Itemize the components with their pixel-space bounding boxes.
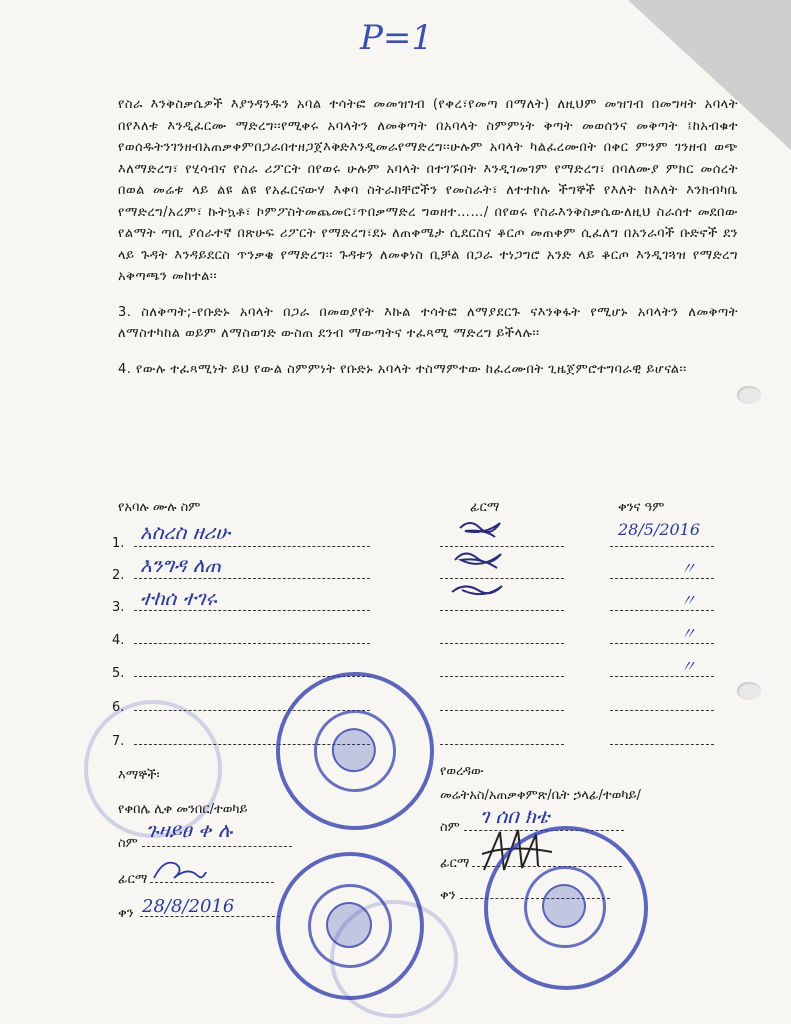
- signature-line: [440, 744, 564, 745]
- paragraph-activities: የስራ እንቅስቃሴዎች እያንዳንዱን አባል ተሳትፎ መመዝገብ (የቀረ፣የመጣ በማለት) ለዚህም መዝገብ በመግዛት አባላት በየእለቱ እንዲፈርሙ ማድረግ፡፡የሚቀሩ አባላትን ለመቅጣት በአባላት ስምምነት ቅጣት መወሰንና መቅጣት ፤ከአብቁተ የወሰዱትንገንዘብአጠቃቀምበጋራበተዘጋጀእቅድእንዲመራየማድረግ፡፡ሁሉም አባላት ካልፈረሙበት በቀር ምንም ገንዘብ ወጭ እለማድረግ፣ የሂሳብና የስራ ሪፖርት በየወሩ ሁሉም አባላት በተገኙበት እንዲገመገም የማድረግ፣ በባለሙያ ምክር መሰረት በወል መሬቱ ላይ ልዩ ልዩ የአፈርናውሃ እቀባ ስትራክቸሮችን የመስራት፣ ለተተከሉ ችግኞች የእለት ከእለት እንክብካቤ የማድረግ/አረም፣ ኩትኳቶ፣ ኮምፖስትመጨመር፣ጥበቃማድረ ግወዘተ……/ በየወሩ የስራእንቅስቃሴውለዚህ ስራሰተ መደበው የልማት ጣቢ ያሰራተኛ በጽሁፍ ሪፖርት የማድረግ፣ደኑ ለጠቀሜታ ሲደርስና ቆርጦ መጠቀም ሲፈለግ በአንራባች ቡድኖች ደን ላይ ጉዳት እንዳይደርስ ጥንቃቄ የማድረግ፡፡ ጉዳቱን ለመቀነስ ቢቻል በጋራ ተነጋግሮ አንድ ላይ ቆርጦ እንዲገጓዝ የማድረግ አቅጣጫን መከተል፡፡: [118, 97, 738, 284]
- col-header-signature: ፊርማ: [470, 500, 500, 515]
- row-number: 3.: [112, 600, 125, 615]
- kebele-name: ጉዛይፀ ቀ ሉ: [146, 818, 233, 842]
- sign-date: 〃: [680, 559, 697, 578]
- sign-date: 〃: [680, 624, 697, 643]
- date-label: ቀን: [118, 906, 134, 921]
- kebele-date: 28/8/2016: [142, 896, 235, 917]
- page-number: P=1: [360, 18, 433, 58]
- witnesses-label: እማኞች፡: [118, 768, 160, 783]
- sign-date: 〃: [680, 591, 697, 610]
- woreda-label: የወረዳው: [440, 764, 484, 779]
- kebele-role: የቀበሌ ሊቀ መንበር/ተወካይ: [118, 802, 248, 817]
- date-line: [610, 546, 714, 547]
- member-name: አስረስ ዘሪሁ: [140, 520, 231, 544]
- member-name: እንግዳ ለጠ: [140, 553, 222, 577]
- kebele-signature: [150, 852, 210, 886]
- col-header-name: የአባሉ ሙሉ ስም: [118, 500, 201, 515]
- sign-date: 〃: [680, 657, 697, 676]
- member-name: ተከሰ ተገሩ: [140, 586, 217, 610]
- paragraph-validity: 4. የውሉ ተፈጻሚነት ይህ የውል ስምምነት የቡድኑ አባላት ተስማምተው ከፈረሙበት ጊዜጀምሮተግባራዊ ይሆናል፡፡: [118, 361, 687, 377]
- row-number: 5.: [112, 666, 125, 681]
- signature-label: ፊርማ: [118, 872, 148, 887]
- name-line: [134, 578, 370, 579]
- signature-line: [440, 643, 564, 644]
- document-body: [118, 94, 738, 394]
- name-label: ስም: [118, 836, 138, 851]
- punch-hole: [737, 386, 761, 404]
- name-line: [134, 546, 370, 547]
- official-stamp: [484, 826, 648, 990]
- date-label: ቀን: [440, 888, 456, 903]
- sign-date: 28/5/2016: [618, 520, 701, 539]
- row-number: 2.: [112, 568, 125, 583]
- name-line: [134, 610, 370, 611]
- date-line: [610, 744, 714, 745]
- land-office-role: መሬትአስ/አጠቃቀምጽ/ቤት ኃላፊ/ተወካይ/: [440, 788, 641, 803]
- paragraph-penalty: 3. ስለቅጣት;-የቡድኑ አባላት በጋራ በመወያየት እኩል ተሳትፎ ለማያደርጉ ናእንቅፋት የሚሆኑ አባላትን ለመቅጣት ለማስተካከል ወይም ለማስወገድ ውስጠ ደንብ ማውጣትና ተፈጻሚ ማድረግ ይችላሉ፡፡: [118, 304, 738, 341]
- date-line: [610, 676, 714, 677]
- col-header-date: ቀንና ዓም: [618, 500, 665, 515]
- row-number: 7.: [112, 734, 125, 749]
- date-line: [610, 578, 714, 579]
- row-number: 4.: [112, 633, 125, 648]
- date-line: [610, 710, 714, 711]
- signature-label: ፊርማ: [440, 856, 470, 871]
- faint-stamp-bleed: [84, 700, 222, 838]
- land-office-name: ገ ሰበ ክቴ: [480, 804, 550, 828]
- punch-hole: [737, 682, 761, 700]
- date-line: [610, 643, 714, 644]
- name-line: [134, 643, 370, 644]
- member-signatures: [440, 510, 570, 610]
- faint-stamp-bleed: [330, 900, 458, 1018]
- signature-line: [440, 610, 564, 611]
- name-label: ስም: [440, 820, 460, 835]
- row-number: 1.: [112, 536, 125, 551]
- signature-line: [440, 676, 564, 677]
- name-line: [142, 846, 292, 847]
- signature-line: [440, 710, 564, 711]
- row-number: 6.: [112, 700, 125, 715]
- date-line: [610, 610, 714, 611]
